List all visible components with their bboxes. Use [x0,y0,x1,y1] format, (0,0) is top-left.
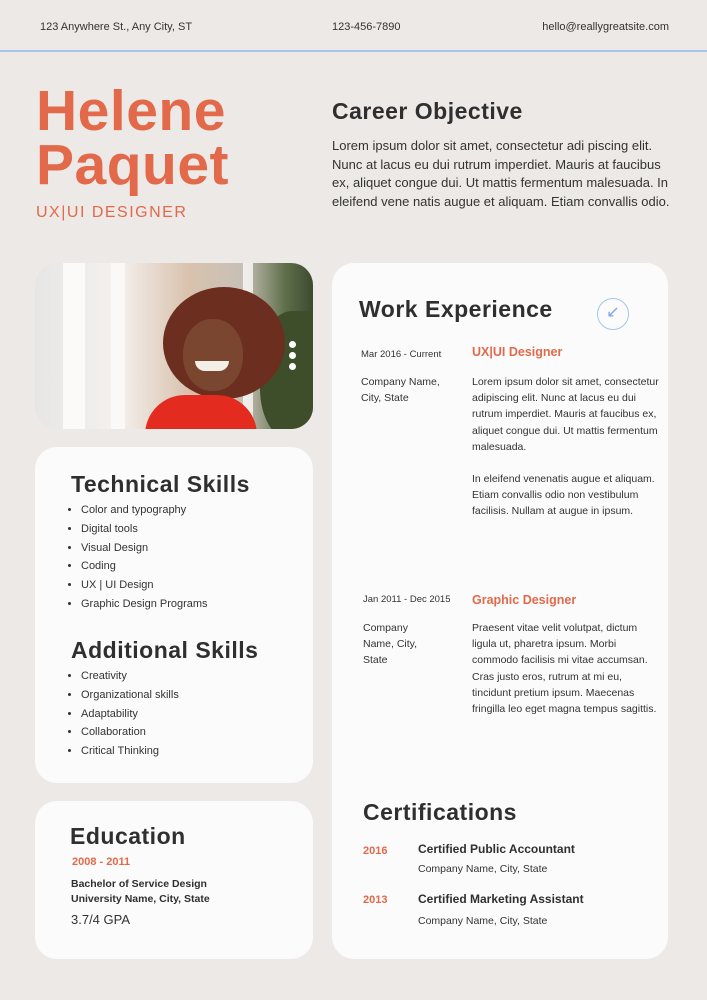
job-title: UX|UI Designer [472,345,563,359]
list-item: • Organizational skills [81,686,179,705]
phone-text: 123-456-7890 [332,21,401,33]
list-item: • Graphic Design Programs [81,595,208,614]
job-description [472,374,662,520]
list-item: • Digital tools [81,520,208,539]
cert-year: 2016 [363,845,388,857]
job-description [472,620,662,717]
job-dates: Mar 2016 - Current [361,349,442,360]
arrow-down-left-icon: ↙ [597,298,629,330]
contact-bar [0,0,707,52]
list-item: • Collaboration [81,723,179,742]
technical-skills-title: Technical Skills [71,471,250,497]
job-description-paragraph: Praesent vitae velit volutpat, dictum ligula ut, pharetra ipsum. Morbi commodo facilisis mi vitae accumsan. Cras justo eros, rutrum at mi eu, tincidunt pretium ipsum. Maecenas fringilla leo eget magna tempus sagittis. [472,622,657,716]
cert-year: 2013 [363,894,388,906]
career-objective-text: Lorem ipsum dolor sit amet, consectetur adi piscing elit. Nunc at lacus eu dui rutrum imperdiet. Mauris at faucibus ex, aliquet congue dui. Ut mattis fermentum malesuada. In eleifend vene natis augue et aliquam. Etiam convallis odio. [332,138,670,209]
list-item: • Visual Design [81,539,208,558]
cert-name: Certified Public Accountant [418,842,575,856]
list-item: • Adaptability [81,705,179,724]
education-details [71,877,210,907]
cert-company: Company Name, City, State [418,863,548,875]
certifications-title: Certifications [363,799,517,825]
additional-skills-title: Additional Skills [71,637,259,663]
cert-company: Company Name, City, State [418,915,548,927]
job-title: Graphic Designer [472,593,577,607]
education-card [35,801,313,959]
list-item: • Color and typography [81,501,208,520]
job-role: UX|UI DESIGNER [36,204,188,221]
school-name: University Name, City, State [71,893,210,905]
work-experience-card [332,263,668,959]
degree-name: Bachelor of Service Design [71,878,207,890]
career-objective-section [332,98,677,211]
list-item: • Coding [81,557,208,576]
job-dates: Jan 2011 - Dec 2015 [363,594,451,605]
first-name: Helene [36,79,226,143]
education-years: 2008 - 2011 [72,856,131,868]
email-link[interactable]: hello@reallygreatsite.com [542,21,669,33]
additional-skills-list [81,667,179,761]
education-title: Education [70,823,186,849]
job-description-paragraph: Lorem ipsum dolor sit amet, consectetur adipiscing elit. Nunc at lacus eu dui rutrum imperdiet. Mauris at faucibus ex, aliquet congue dui. Ut mattis fermentum malesuada. [472,376,659,453]
list-item: • UX | UI Design [81,576,208,595]
more-options-icon[interactable] [289,341,296,374]
job-company: Company Name, City, State [361,376,440,404]
technical-skills-list [81,501,208,614]
last-name: Paquet [36,133,230,197]
work-experience-title: Work Experience [359,296,553,322]
profile-photo [35,263,313,429]
address-text: 123 Anywhere St., Any City, ST [40,21,193,33]
job-company: Company Name, City, State [363,622,418,666]
career-objective-title: Career Objective [332,98,523,124]
list-item: • Creativity [81,667,179,686]
cert-name: Certified Marketing Assistant [418,892,584,906]
skills-card [35,447,313,783]
candidate-name [36,79,230,197]
list-item: • Critical Thinking [81,742,179,761]
gpa-text: 3.7/4 GPA [71,912,131,927]
job-description-paragraph: In eleifend venenatis augue et aliquam. Etiam convallis odio non vestibulum facilisis. Nullam at augue in ipsum. [472,473,655,518]
